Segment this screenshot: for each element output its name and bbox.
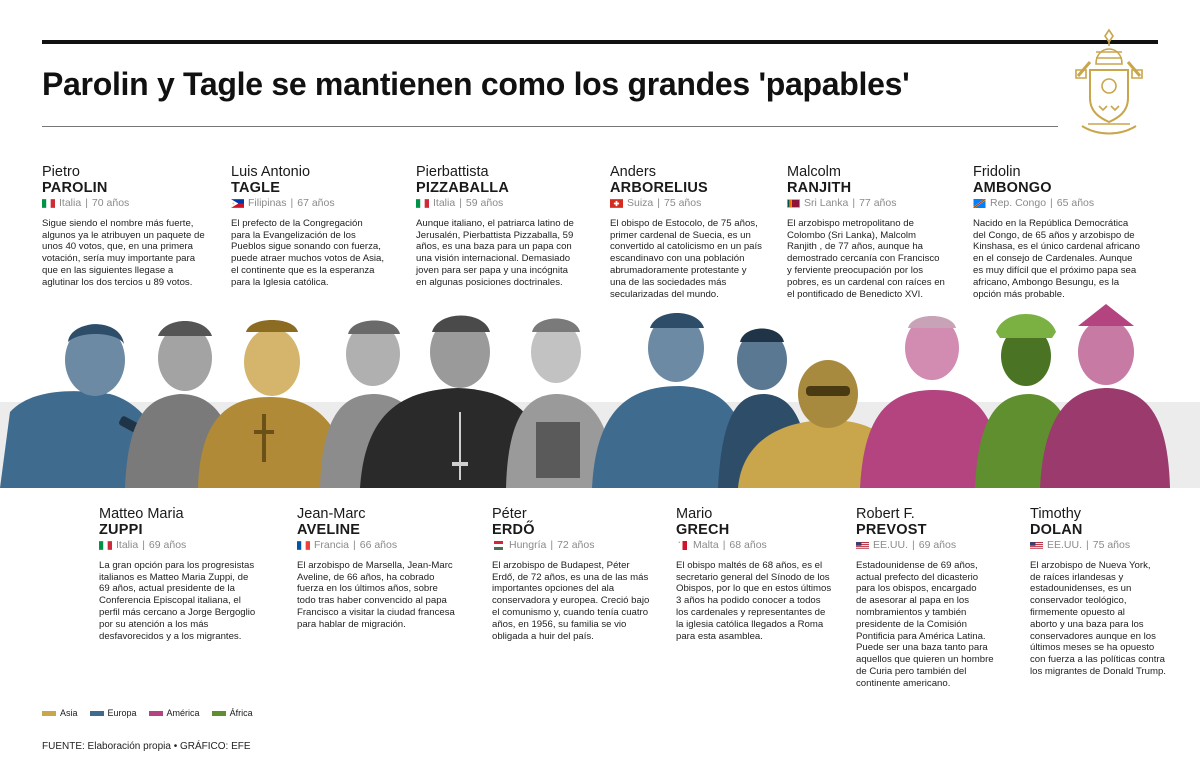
candidate-bio <box>297 560 469 631</box>
bio-line: El arzobispo de Budapest, Péter <box>492 559 630 571</box>
separator: | <box>1050 197 1053 209</box>
bio-line: pobres, es un cardenal con raíces en <box>787 276 945 288</box>
candidate-age: 67 años <box>297 197 335 209</box>
bio-line: perfil más cercano a Jorge Bergoglio <box>99 606 256 618</box>
candidate-last-name: AMBONGO <box>973 180 1052 196</box>
candidate-age: 75 años <box>1092 539 1131 551</box>
bio-line: importantes opciones del ala <box>492 583 615 595</box>
candidate-age: 75 años <box>664 197 702 209</box>
bio-line: el pontificado de Benedicto XVI. <box>787 288 924 300</box>
candidate-first-name: Anders <box>610 164 656 180</box>
separator: | <box>142 539 145 551</box>
legend-label: África <box>229 708 253 718</box>
candidate-card-ambongo <box>973 164 1163 300</box>
candidate-bio <box>1030 560 1190 678</box>
bio-line: Nacido en la República Democrática <box>973 217 1129 229</box>
continent-legend <box>42 708 253 718</box>
legend-label: América <box>166 708 200 718</box>
candidate-meta <box>231 198 403 210</box>
bio-line: Colombo (Sri Lanka), Malcolm <box>787 229 917 241</box>
candidate-bio <box>231 218 403 289</box>
candidate-age: 69 años <box>148 539 187 551</box>
fr-flag-icon <box>297 541 310 550</box>
bio-line: años, es una baza para un papa con <box>416 241 572 253</box>
candidate-first-name: Mario <box>676 506 713 522</box>
candidate-age: 66 años <box>359 539 398 551</box>
candidate-card-pizzaballa <box>416 164 588 289</box>
bio-line: y ferviente preocupación por los <box>787 264 923 276</box>
bio-line: Conferencia Episcopal italiana, el <box>99 595 241 607</box>
candidate-last-name: GRECH <box>676 522 730 538</box>
candidate-card-arborelius <box>610 164 782 300</box>
bio-line: primer cardenal de Suecia, es un <box>610 229 751 241</box>
page-title: Parolin y Tagle se mantienen como los grandes 'papables' <box>42 66 910 102</box>
bio-line: 3 años ha podido conocer a todos <box>676 595 821 607</box>
bio-line: fuerza en los últimos años, sobre <box>297 583 438 595</box>
lk-flag-icon <box>787 199 800 208</box>
bio-line: en algunas posiciones doctrinales. <box>416 276 563 288</box>
source-credit: FUENTE: Elaboración propia • GRÁFICO: EFE <box>42 741 251 752</box>
candidate-last-name: AVELINE <box>297 522 361 538</box>
separator: | <box>722 539 726 551</box>
candidate-last-name: ERDŐ <box>492 522 535 538</box>
bio-line: conservadores aunque en los <box>1030 630 1156 642</box>
bio-line: abrumadoramente protestante y <box>610 264 747 276</box>
candidate-bio <box>42 218 214 289</box>
candidate-bio <box>787 218 959 301</box>
bio-line: una de las sociedades más <box>610 276 727 288</box>
candidate-first-name: Malcolm <box>787 164 841 180</box>
legend-item-asia <box>42 708 78 718</box>
us-flag-icon <box>856 541 869 550</box>
bio-line: convertido al catolicismo en un país <box>610 241 762 253</box>
us-flag-icon <box>1030 541 1043 550</box>
bio-line: Ranjith , de 77 años, aunque ha <box>787 241 924 253</box>
bio-line: El arzobispo de Nueva York, <box>1030 559 1151 571</box>
cd-flag-icon <box>973 199 986 208</box>
bio-line: La gran opción para los progresistas <box>99 559 255 571</box>
candidate-last-name: DOLAN <box>1030 522 1083 538</box>
candidate-country: Sri Lanka <box>804 197 849 209</box>
bio-line: 69 años, actual presidente de la <box>99 583 236 595</box>
bio-line: estadounidenses, es un <box>1030 583 1132 595</box>
candidate-card-aveline <box>297 506 469 631</box>
bio-line: para la Iglesia católica. <box>231 276 329 288</box>
legend-swatch <box>149 711 163 716</box>
candidate-card-ranjith <box>787 164 959 300</box>
bio-line: aborto y una baza para los <box>1030 618 1144 630</box>
candidate-bio <box>99 560 271 643</box>
bio-line: continente americano. <box>856 677 951 689</box>
separator: | <box>353 539 356 551</box>
candidate-bio <box>492 560 664 643</box>
legend-swatch <box>42 711 56 716</box>
bio-line: el comunismo y, cuando tenía cuatro <box>492 606 649 618</box>
bio-line: italianos es Matteo Maria Zuppi, de <box>99 571 249 583</box>
candidate-first-name: Péter <box>492 506 527 522</box>
candidate-age: 77 años <box>859 197 897 209</box>
bio-line: votación, sería muy importante para <box>42 253 196 265</box>
bio-line: algunos ya le atribuyen un paquete de <box>42 229 205 241</box>
candidate-first-name: Matteo Maria <box>99 506 184 522</box>
candidate-last-name: ARBORELIUS <box>610 180 708 196</box>
bio-line: El arzobispo metropolitano de <box>787 217 914 229</box>
candidate-country: Rep. Congo <box>990 197 1047 209</box>
separator: | <box>657 197 660 209</box>
candidate-first-name: Robert F. <box>856 506 915 522</box>
it-flag-icon <box>416 199 429 208</box>
bio-line: para esta asamblea. <box>676 630 763 642</box>
candidate-bio <box>973 218 1163 301</box>
candidate-first-name: Pierbattista <box>416 164 489 180</box>
bio-line: por su atención a los más <box>99 618 209 630</box>
portrait-dolan <box>1040 304 1170 488</box>
bio-line: nombramientos y también <box>856 606 967 618</box>
candidate-country: Suiza <box>627 197 654 209</box>
bio-line: Obispos, por lo que en estos últimos <box>676 583 832 595</box>
separator: | <box>459 197 462 209</box>
title-underline <box>42 126 1058 127</box>
separator: | <box>550 539 554 551</box>
bio-line: de raíces irlandesas y <box>1030 571 1124 583</box>
candidate-meta <box>610 198 782 210</box>
candidate-meta <box>416 198 588 210</box>
legend-item-africa <box>212 708 253 718</box>
bio-line: obligada a huir del país. <box>492 630 594 642</box>
candidate-age: 70 años <box>91 197 130 209</box>
cardinals-photo-band <box>0 302 1200 488</box>
candidate-first-name: Jean-Marc <box>297 506 366 522</box>
candidate-age: 59 años <box>465 197 504 209</box>
bio-line: todo tras haber convencido al papa <box>297 595 447 607</box>
candidate-first-name: Pietro <box>42 164 80 180</box>
candidate-last-name: PIZZABALLA <box>416 180 510 196</box>
bio-line: Erdő, de 72 años, es una de las más <box>492 571 649 583</box>
bio-line: últimos meses se ha opuesto <box>1030 642 1155 654</box>
bio-line: para los obispos, encargado <box>856 583 977 595</box>
bio-line: Pueblos sigue sonando con fuerza, <box>231 241 381 253</box>
bio-line: El obispo de Estocolo, de 75 años, <box>610 217 758 229</box>
candidate-country: Filipinas <box>248 197 287 209</box>
bio-line: Sigue siendo el nombre más fuerte, <box>42 217 194 229</box>
candidate-bio <box>416 218 588 289</box>
bio-line: aquellos que quieren un hombre <box>856 654 994 666</box>
bio-line: conservador teológico, <box>1030 595 1127 607</box>
bio-line: en el consejo de Cardenales. Aunque <box>973 253 1133 265</box>
separator: | <box>1086 539 1089 551</box>
candidate-last-name: TAGLE <box>231 180 281 196</box>
candidate-age: 72 años <box>557 539 595 551</box>
bio-line: Jerusalén, Pierbattista Pizzaballa, 59 <box>416 229 574 241</box>
candidate-card-parolin <box>42 164 214 289</box>
candidate-meta <box>99 540 271 552</box>
candidate-last-name: ZUPPI <box>99 522 143 538</box>
bio-line: secularizadas del mundo. <box>610 288 719 300</box>
bio-line: demostrado cercanía con Francisco <box>787 253 940 265</box>
candidate-card-tagle <box>231 164 403 289</box>
candidate-meta <box>1030 540 1190 552</box>
legend-swatch <box>212 711 226 716</box>
mt-flag-icon <box>676 541 689 550</box>
bio-line: actual prefecto del dicasterio <box>856 571 979 583</box>
bio-line: joven para ser papa y una incógnita <box>416 264 569 276</box>
bio-line: opción más probable. <box>973 288 1065 300</box>
bio-line: de Curia pero también del <box>856 665 967 677</box>
bio-line: El obispo maltés de 68 años, es el <box>676 559 823 571</box>
candidate-country: Italia <box>116 539 139 551</box>
bio-line: de asesorar al papa en los <box>856 595 970 607</box>
candidate-card-dolan <box>1030 506 1190 678</box>
bio-line: que en las siguientes llegase a <box>42 264 174 276</box>
candidate-age: 68 años <box>729 539 767 551</box>
bio-line: El arzobispo de Marsella, Jean-Marc <box>297 559 453 571</box>
bio-line: Pontificia para América Latina. <box>856 630 986 642</box>
separator: | <box>852 197 856 209</box>
separator: | <box>912 539 915 551</box>
bio-line: africano, Ambongo Besungu, es la <box>973 276 1120 288</box>
candidate-card-grech <box>676 506 848 642</box>
candidate-country: EE.UU. <box>1047 539 1083 551</box>
candidate-meta <box>492 540 664 552</box>
candidate-age: 65 años <box>1056 197 1095 209</box>
legend-item-america <box>149 708 200 718</box>
bio-line: aglutinar los dos tercios u 89 votos. <box>42 276 193 288</box>
candidate-last-name: RANJITH <box>787 180 852 196</box>
candidate-card-zuppi <box>99 506 271 642</box>
bio-line: para hablar de migración. <box>297 618 406 630</box>
candidate-country: Hungría <box>509 539 547 551</box>
candidate-first-name: Fridolin <box>973 164 1021 180</box>
bio-line: una visión internacional. Demasiado <box>416 253 571 265</box>
hu-flag-icon <box>492 541 505 550</box>
bio-line: con fuerza a las políticas contra <box>1030 654 1165 666</box>
candidate-card-prevost <box>856 506 1028 690</box>
top-rule <box>42 40 1158 44</box>
candidate-country: Italia <box>433 197 456 209</box>
bio-line: la iglesia católica llegados a Roma <box>676 618 824 630</box>
candidate-bio <box>856 560 1028 690</box>
bio-line: firmemente opuesto al <box>1030 606 1125 618</box>
separator: | <box>290 197 294 209</box>
bio-line: desfavorecidos y a los migrantes. <box>99 630 242 642</box>
bio-line: años, en 1956, su familia se vio <box>492 618 627 630</box>
bio-line: conservadora y europea. Creció bajo <box>492 595 650 607</box>
candidate-first-name: Timothy <box>1030 506 1082 522</box>
candidate-card-erdo <box>492 506 664 642</box>
bio-line: Aunque italiano, el patriarca latino de <box>416 217 574 229</box>
bio-line: es muy difícil que el próximo papa sea <box>973 264 1137 276</box>
candidate-country: Italia <box>59 197 82 209</box>
candidate-bio <box>610 218 782 301</box>
candidate-last-name: PAROLIN <box>42 180 108 196</box>
candidate-meta <box>42 198 214 210</box>
bio-line: Puede ser una baza tanto para <box>856 642 988 654</box>
candidate-country: Malta <box>693 539 719 551</box>
bio-line: Estadounidense de 69 años, <box>856 559 978 571</box>
candidate-meta <box>297 540 469 552</box>
legend-item-europa <box>90 708 137 718</box>
bio-line: Aveline, de 66 años, ha cobrado <box>297 571 435 583</box>
candidate-country: Francia <box>314 539 350 551</box>
bio-line: del Congo, de 65 años y arzobispo de <box>973 229 1135 241</box>
bio-line: el continente que es la esperanza <box>231 264 375 276</box>
bio-line: presidente de la Comisión <box>856 618 967 630</box>
bio-line: los migrantes de Donald Trump. <box>1030 665 1166 677</box>
candidate-country: EE.UU. <box>873 539 909 551</box>
candidate-bio <box>676 560 848 643</box>
bio-line: escandinavo con una población <box>610 253 745 265</box>
it-flag-icon <box>99 541 112 550</box>
bio-line: Kinshasa, es el único cardenal africano <box>973 241 1140 253</box>
legend-swatch <box>90 711 104 716</box>
candidate-meta <box>787 198 959 210</box>
legend-label: Europa <box>107 708 137 718</box>
bio-line: El prefecto de la Congregación <box>231 217 363 229</box>
candidate-first-name: Luis Antonio <box>231 164 311 180</box>
candidate-meta <box>856 540 1028 552</box>
separator: | <box>85 197 88 209</box>
bio-line: Francisco a visitar la ciudad francesa <box>297 606 455 618</box>
candidate-meta <box>676 540 848 552</box>
candidate-meta <box>973 198 1163 210</box>
it-flag-icon <box>42 199 55 208</box>
bio-line: los cardenales y representantes de <box>676 606 826 618</box>
bio-line: para la Evangelización de los <box>231 229 356 241</box>
papal-coat-of-arms-icon <box>1068 26 1150 138</box>
bio-line: puede atraer muchos votos de Asia, <box>231 253 385 265</box>
candidate-last-name: PREVOST <box>856 522 927 538</box>
legend-label: Asia <box>60 708 78 718</box>
ph-flag-icon <box>231 199 244 208</box>
bio-line: unos 40 votos, que, en una primera <box>42 241 193 253</box>
ch-flag-icon <box>610 199 623 208</box>
bio-line: secretario general del Sínodo de los <box>676 571 830 583</box>
candidate-age: 69 años <box>918 539 957 551</box>
